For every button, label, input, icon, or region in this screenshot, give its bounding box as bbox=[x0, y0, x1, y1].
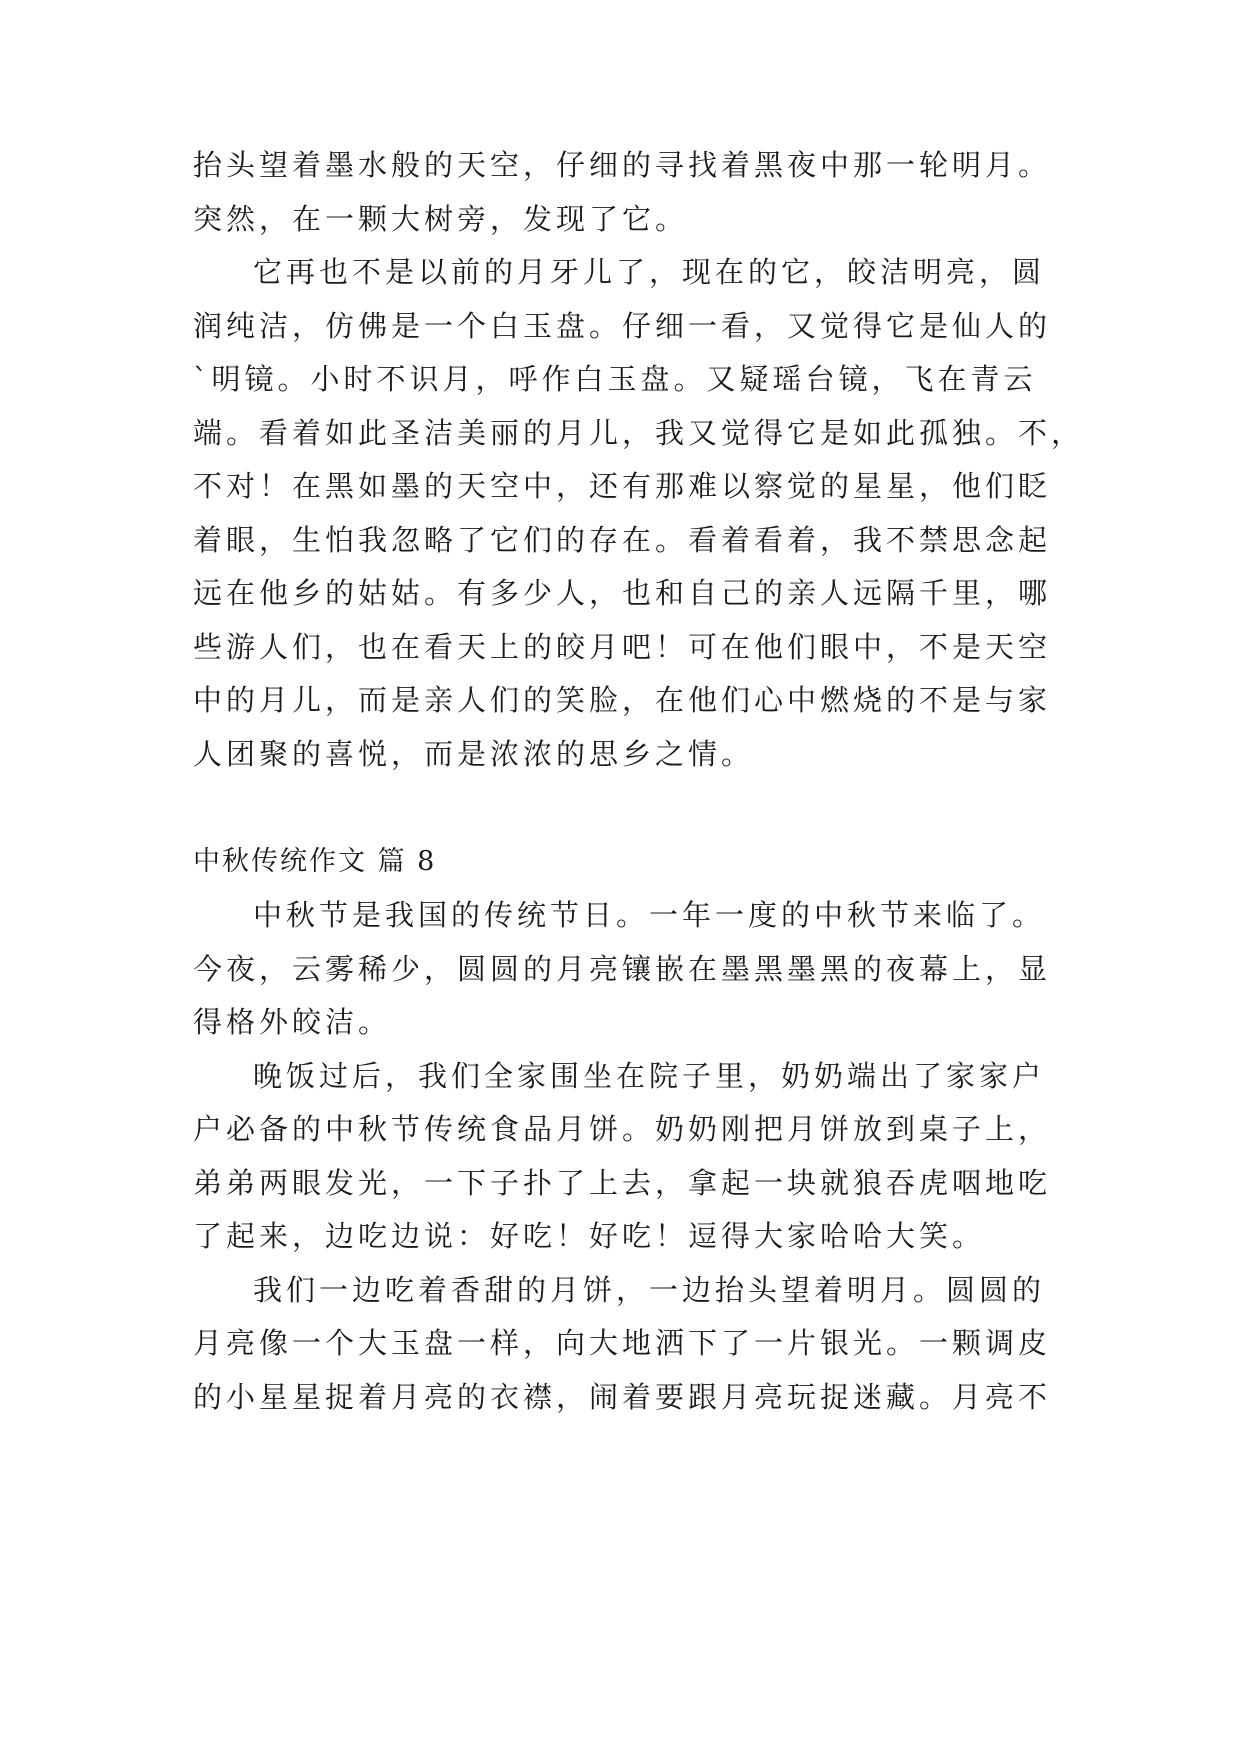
text-line: 弟弟两眼发光，一下子扑了上去，拿起一块就狼吞虎咽地吃 bbox=[193, 1166, 1052, 1200]
text-line: 些游人们，也在看天上的皎月吧！可在他们眼中，不是天空 bbox=[193, 630, 1052, 664]
text-line: 端。看着如此圣洁美丽的月儿，我又觉得它是如此孤独。不， bbox=[193, 416, 1085, 450]
text-line: 了起来，边吃边说：好吃！好吃！逗得大家哈哈大笑。 bbox=[193, 1219, 986, 1253]
text-line: 突然，在一颗大树旁，发现了它。 bbox=[193, 202, 689, 236]
text-line: `明镜。小时不识月，呼作白玉盘。又疑瑶台镜，飞在青云 bbox=[193, 362, 1037, 396]
text-line: 月亮像一个大玉盘一样，向大地洒下了一片银光。一颗调皮 bbox=[193, 1326, 1052, 1360]
text-line: 人团聚的喜悦，而是浓浓的思乡之情。 bbox=[193, 737, 755, 771]
text-line: 的小星星捉着月亮的衣襟，闹着要跟月亮玩捉迷藏。月亮不 bbox=[193, 1380, 1052, 1414]
text-line: 中的月儿，而是亲人们的笑脸，在他们心中燃烧的不是与家 bbox=[193, 683, 1052, 717]
text-line: 远在他乡的姑姑。有多少人，也和自己的亲人远隔千里，哪 bbox=[193, 576, 1052, 610]
text-line: 得格外皎洁。 bbox=[193, 1005, 392, 1039]
paragraph-first-line: 我们一边吃着香甜的月饼，一边抬头望着明月。圆圆的 bbox=[253, 1273, 1046, 1307]
text-line: 着眼，生怕我忽略了它们的存在。看着看着，我不禁思念起 bbox=[193, 523, 1052, 557]
paragraph-first-line: 它再也不是以前的月牙儿了，现在的它，皎洁明亮，圆 bbox=[253, 255, 1046, 289]
section-heading: 中秋传统作文 篇 8 bbox=[193, 846, 437, 877]
text-line: 户必备的中秋节传统食品月饼。奶奶刚把月饼放到桌子上， bbox=[193, 1112, 1052, 1146]
text-line: 今夜，云雾稀少，圆圆的月亮镶嵌在墨黑墨黑的夜幕上，显 bbox=[193, 952, 1052, 986]
text-line: 抬头望着墨水般的天空，仔细的寻找着黑夜中那一轮明月。 bbox=[193, 148, 1052, 182]
text-line: 润纯洁，仿佛是一个白玉盘。仔细一看，又觉得它是仙人的 bbox=[193, 309, 1052, 343]
paragraph-first-line: 中秋节是我国的传统节日。一年一度的中秋节来临了。 bbox=[253, 898, 1046, 932]
paragraph-first-line: 晚饭过后，我们全家围坐在院子里，奶奶端出了家家户 bbox=[253, 1059, 1046, 1093]
text-line: 不对！在黑如墨的天空中，还有那难以察觉的星星，他们眨 bbox=[193, 469, 1052, 503]
